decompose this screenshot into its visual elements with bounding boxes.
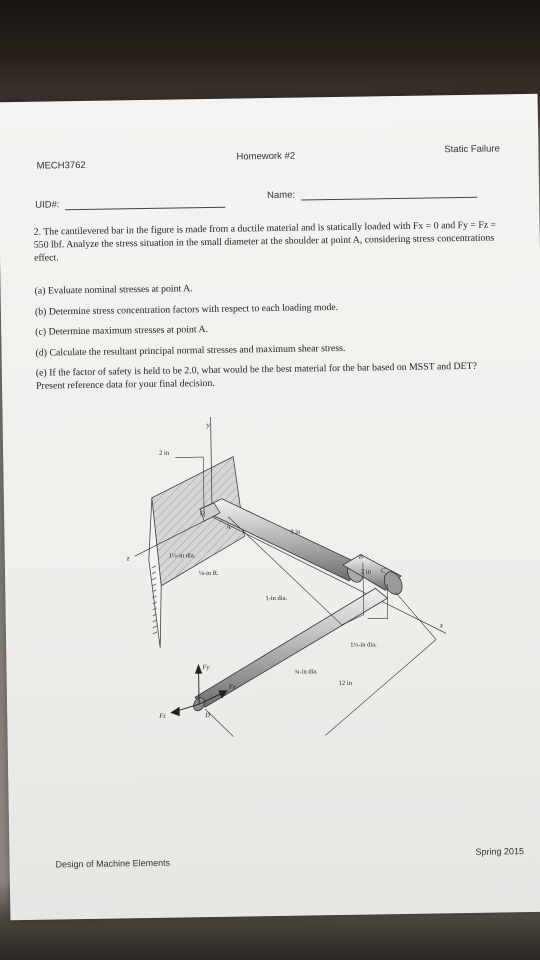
fillet-radius: ⅛-in R. [198,569,219,578]
dim-2in-top: 2 in [159,449,170,457]
part-c: (c) Determine maximum stresses at point A. [35,324,209,338]
shaft-large-section [200,496,406,603]
footer-left: Design of Machine Elements [55,857,171,870]
fixed-wall [147,456,246,647]
uid-line [65,207,225,211]
point-b-label: B [358,553,363,561]
dia-1-5-right: 1½-in dia. [350,641,377,649]
point-c-label: C [380,567,386,575]
axis-y-label: y [206,420,210,430]
problem-parts [34,277,506,400]
dim-2in-bc: 2 in [360,568,372,576]
name-label: Name: [267,189,296,202]
homework-title: Homework #2 [236,150,296,163]
force-fz-label: Fz [159,712,166,720]
axis-z-label: z [126,554,130,563]
point-d-label: D [205,712,211,720]
point-o-label: O [200,510,205,518]
homework-sheet [0,94,540,920]
dia-1-5-left: 1½-in dia. [168,552,196,560]
dim-9in: 9 in [290,528,301,536]
force-fx-label: Fx [228,683,236,691]
part-b: (b) Determine stress concentration factors with respect to each loading mode. [34,301,339,318]
footer-right: Spring 2015 [475,846,525,857]
point-a-label: A [226,523,231,531]
name-line [301,197,477,201]
axis-x-label: x [439,621,444,630]
force-fy-label: Fy [202,664,210,672]
cantilever-figure [103,413,468,739]
part-d: (d) Calculate the resultant principal normal stresses and maximum shear stress. [35,342,346,359]
problem-intro: 2. The cantilevered bar in the figure is made from a ductile material and is statically loaded with Fx = 0 and Fy = Fz = 550 lbf. Analyze the stress situation in the small diameter at the shoulder at point A, considering stress concentrations effect. [33,219,497,264]
dia-1in: 1-in dia. [265,594,288,603]
uid-label: UID#: [35,199,60,211]
dia-3-4: ¾-in dia. [294,668,318,676]
part-a: (a) Evaluate nominal stresses at point A. [34,283,193,297]
course-code: MECH3762 [36,159,86,172]
topic-title: Static Failure [444,143,500,156]
dim-12in: 12 in [338,679,353,688]
part-e: (e) If the factor of safety is held to be 2.0, what would be the best material for the bar based on MSST and DET? Present reference data for your final decision. [35,360,477,392]
